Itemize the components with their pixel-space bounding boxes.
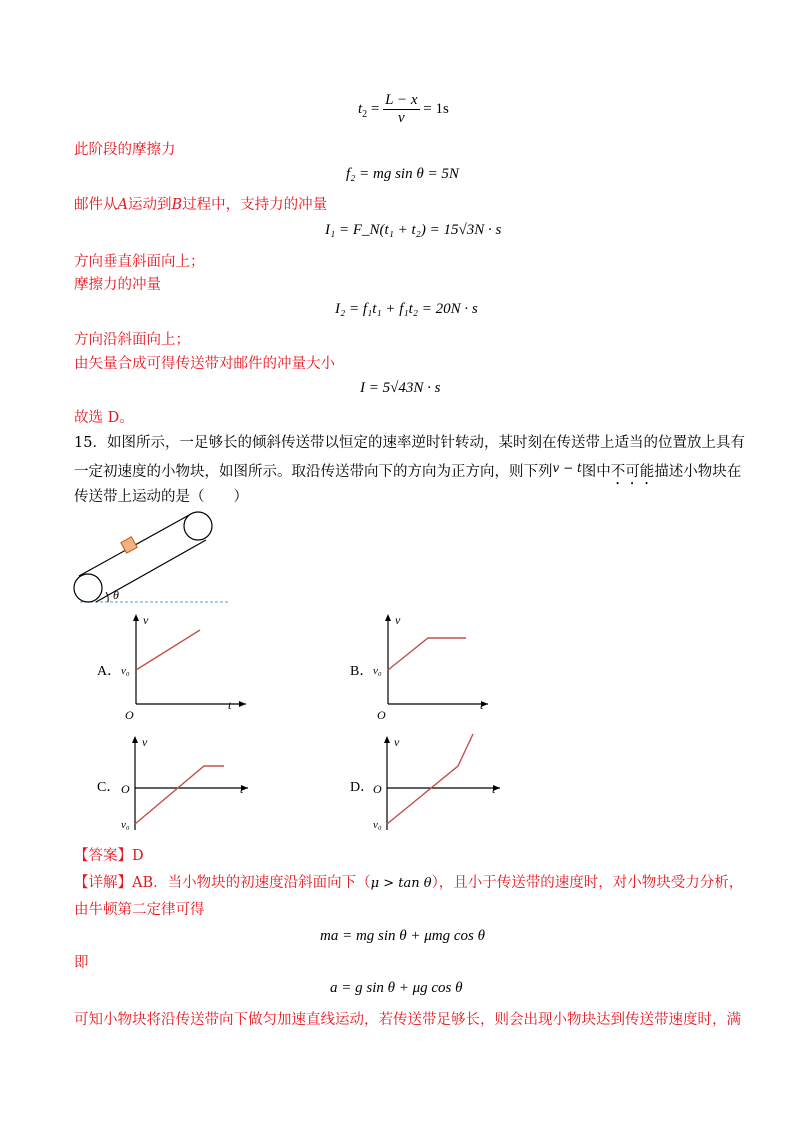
vt-line (135, 766, 224, 824)
text-choose-d: 故选 D。 (74, 410, 134, 426)
option-d-letter[interactable]: D． (350, 780, 375, 795)
equation-I: I = 5√43N · s (360, 380, 441, 396)
v0-label: v₀ (121, 819, 130, 831)
v0-label: v₀ (373, 665, 382, 677)
vt-line (387, 734, 473, 824)
v-axis-arrow (132, 736, 138, 743)
question-15-line1: 15．如图所示，一足够长的倾斜传送带以恒定的速率逆时针转动，某时刻在传送带上适当的位置放上具有 (74, 435, 745, 451)
vt-line (388, 638, 466, 670)
text-direction-perpendicular: 方向垂直斜面向上； (74, 254, 205, 270)
explanation-tag: 【详解】 (74, 875, 132, 891)
option-b-letter[interactable]: B． (350, 664, 374, 679)
eq-t2-equals: = (370, 100, 380, 117)
small-block (121, 537, 137, 553)
t-label: t (480, 698, 484, 712)
text-support-impulse (74, 195, 327, 215)
equation-I2: I₂ = f₁t₁ + f₁t₂ = 20N · s (335, 301, 478, 317)
t-label: t (228, 698, 232, 712)
v-label: v (395, 613, 401, 627)
eq-t2-numerator: L − x (385, 92, 418, 108)
graph-option-c[interactable] (118, 730, 263, 840)
v-axis-arrow (133, 614, 139, 621)
answer-value: D (132, 848, 144, 864)
conveyor-belt-diagram (60, 506, 240, 611)
explanation-line1 (74, 873, 743, 894)
origin-label: O (125, 708, 134, 722)
question-15-line2-part1: 一定初速度的小物块，如图所示。取沿传送带向下的方向为正方向，则下列 (74, 464, 553, 480)
support-impulse-part2: 运动到 (127, 197, 172, 213)
equation-t2 (358, 92, 449, 127)
question-15-line2-part2: 图中 (581, 464, 611, 480)
explanation-last-line: 可知小物块将沿传送带向下做匀加速直线运动，若传送带足够长，则会出现小物块达到传送带速度时，满 (74, 1012, 741, 1028)
emphasis-impossible: 不可能 (610, 464, 655, 480)
origin-label: O (373, 782, 382, 796)
angle-arc (106, 592, 108, 602)
question-15-line2-part3: 描述小物块在 (654, 464, 742, 480)
option-c-letter[interactable]: C． (97, 780, 121, 795)
t-label: t (240, 782, 244, 796)
answer-label: 【答案】 (74, 848, 132, 864)
eq-t2-fraction (383, 92, 419, 127)
option-a-letter[interactable]: A． (97, 664, 122, 679)
equation-f2: f₂ = mg sin θ = 5N (346, 166, 459, 182)
point-a-label: A (117, 197, 128, 213)
equation-I1: I₁ = F_N(t₁ + t₂) = 15√3N · s (325, 222, 502, 238)
explanation-line1-part2: ），且小于传送带的速度时，对小物块受力分析， (431, 875, 744, 891)
answer-line (74, 846, 144, 866)
vt-line (136, 630, 200, 670)
question-15-line2 (74, 462, 741, 488)
eq-t2-denominator: v (397, 110, 405, 126)
vt-graph-label: v − t (552, 461, 582, 475)
v0-label: v₀ (373, 819, 382, 831)
v-label: v (143, 613, 149, 627)
upper-pulley (184, 512, 212, 540)
v0-label: v₀ (121, 665, 130, 677)
question-15-line3: 传送带上运动的是（ ） (74, 489, 248, 505)
t-axis-arrow (239, 701, 246, 707)
explanation-line2: 由牛顿第二定律可得 (74, 902, 205, 918)
graph-option-a[interactable] (118, 608, 253, 723)
eq-t2-lhs: t (358, 100, 363, 117)
origin-label: O (377, 708, 386, 722)
support-impulse-part1: 邮件从 (74, 197, 118, 213)
equation-acceleration: a = g sin θ + μg cos θ (330, 980, 463, 996)
graph-option-b[interactable] (370, 608, 505, 723)
text-direction-along: 方向沿斜面向上； (74, 332, 190, 348)
origin-label: O (121, 782, 130, 796)
graph-option-d[interactable] (370, 730, 515, 840)
explanation-line1-part1: AB．当小物块的初速度沿斜面向下（ (132, 875, 371, 891)
v-label: v (142, 735, 148, 749)
v-label: v (394, 735, 400, 749)
point-b-label: B (171, 197, 183, 213)
text-vector-sum: 由矢量合成可得传送带对邮件的冲量大小 (74, 356, 335, 372)
t-label: t (492, 782, 496, 796)
explanation-condition: μ > tan θ (370, 876, 432, 891)
support-impulse-part3: 过程中，支持力的冲量 (182, 197, 328, 213)
v-axis-arrow (385, 614, 391, 621)
text-friction-stage: 此阶段的摩擦力 (74, 142, 176, 158)
explanation-ji: 即 (74, 955, 89, 971)
lower-pulley (74, 574, 102, 602)
equation-newton: ma = mg sin θ + μmg cos θ (320, 928, 486, 944)
eq-t2-sub: 2 (362, 108, 368, 120)
eq-t2-rhs: = 1s (423, 100, 449, 117)
v-axis-arrow (384, 736, 390, 743)
text-friction-impulse: 摩擦力的冲量 (74, 277, 161, 293)
theta-label: θ (113, 588, 119, 602)
